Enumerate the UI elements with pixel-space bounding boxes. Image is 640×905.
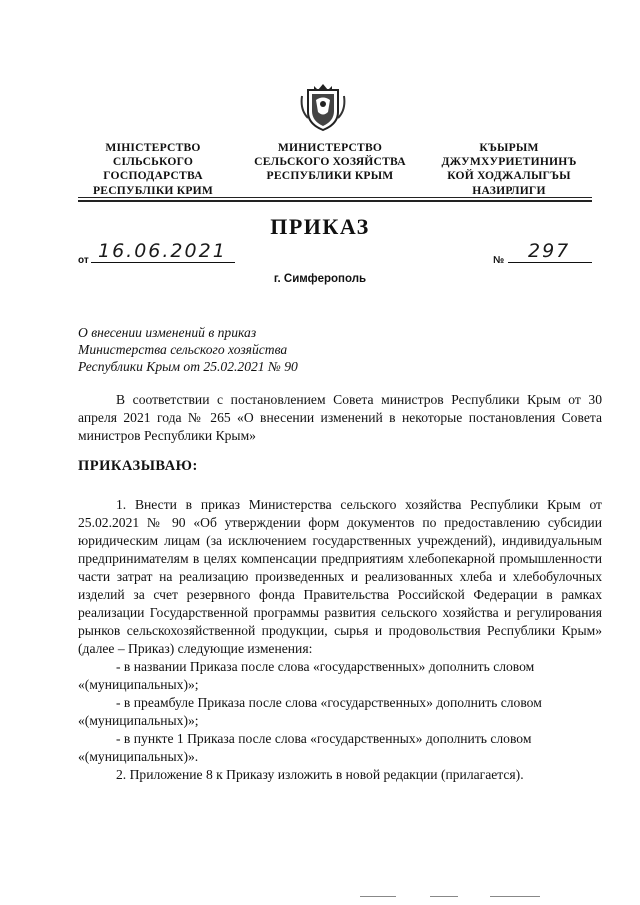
order-heading: ПРИКАЗЫВАЮ:: [78, 458, 198, 474]
city: г. Симферополь: [273, 273, 367, 285]
header-line: ГОСПОДАРСТВА: [103, 169, 203, 183]
date-value: 16.06.2021: [98, 240, 227, 262]
order-subitem-cont: «(муниципальных)»;: [78, 713, 199, 728]
order-subitem-cont: «(муниципальных)».: [78, 749, 199, 764]
order-subitem: - в преамбуле Приказа после слова «государственных» дополнить словом: [116, 695, 542, 710]
intro-paragraph: В соответствии с постановлением Совета министров Республики Крым от 30 апреля 2021 года № 265 «О внесении изменений в некоторые постановления Совета министров Республики Крым»: [78, 392, 602, 443]
header-divider-thin: [78, 197, 592, 198]
header-line: КОЙ ХОДЖАЛЫГЪЫ: [447, 169, 571, 183]
header-line: ДЖУМХУРИЕТИНИНЪ: [441, 155, 577, 169]
scan-mark: [430, 896, 458, 897]
number-label: №: [493, 255, 505, 266]
header-line: РЕСПУБЛІКИ КРИМ: [92, 183, 213, 197]
header-line: МІНІСТЕРСТВО: [105, 141, 201, 154]
document-title: ПРИКАЗ: [270, 214, 370, 239]
order-item-2: 2. Приложение 8 к Приказу изложить в новой редакции (прилагается).: [116, 767, 524, 782]
header-crimean-tatar: [425, 141, 593, 198]
header-line: МИНИСТЕРСТВО: [277, 141, 383, 154]
header-line: СІЛЬСЬКОГО: [112, 155, 194, 169]
scan-mark: [360, 896, 396, 897]
header-line: НАЗИРЛИГИ: [472, 183, 546, 197]
order-subitem: - в названии Приказа после слова «государственных» дополнить словом: [116, 659, 535, 674]
header-divider-thick: [78, 200, 592, 202]
date-underline: [91, 262, 235, 263]
subject-line: Республики Крым от 25.02.2021 № 90: [78, 359, 298, 374]
subject-line: Министерства сельского хозяйства: [78, 342, 288, 357]
header-line: КЪЫРЫМ: [479, 141, 539, 154]
header-line: РЕСПУБЛИКИ КРЫМ: [266, 169, 394, 183]
header-ukrainian: [78, 141, 228, 198]
number-underline: [508, 262, 592, 263]
header-russian: [246, 141, 414, 184]
order-items: [78, 496, 602, 784]
order-subitem: - в пункте 1 Приказа после слова «государственных» дополнить словом: [116, 731, 532, 746]
coat-of-arms-icon: [300, 82, 346, 132]
order-subitem-cont: «(муниципальных)»;: [78, 677, 199, 692]
subject-line: О внесении изменений в приказ: [78, 325, 257, 340]
scan-mark: [490, 896, 540, 897]
number-value: 297: [528, 240, 571, 262]
document-subject: [78, 324, 298, 375]
order-item-1: 1. Внести в приказ Министерства сельского хозяйства Республики Крым от 25.02.2021 № 90 «Об утверждении форм документов по предоставлению субсидии юридическим лицам (за исключением государственных учреждений), индивидуальным предпринимателям в целях компенсации предприятиям хлебопекарной промышленности части затрат на реализацию произведенных и реализованных хлеба и хлебобулочных изделий за счет резервного фонда Правительства Российской Федерации в рамках реализации Государственной программы развития сельского хозяйства и регулирования рынков сельскохозяйственной продукции, сырья и продовольствия Республики Крым» (далее – Приказ) следующие изменения:: [78, 497, 602, 656]
header-line: СЕЛЬСКОГО ХОЗЯЙСТВА: [254, 155, 406, 169]
date-label: от: [78, 255, 89, 266]
